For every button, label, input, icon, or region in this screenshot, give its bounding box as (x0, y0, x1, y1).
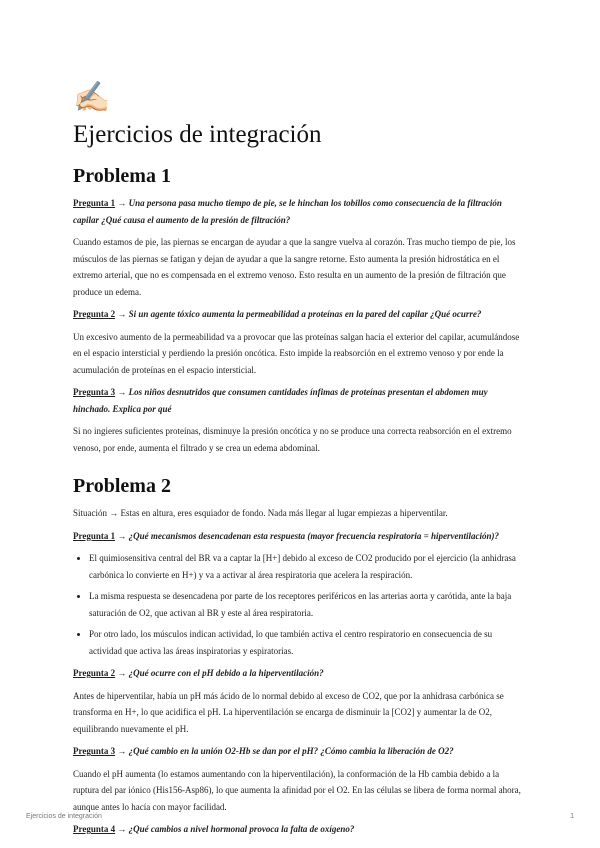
arrow: → (115, 668, 129, 678)
page-number: 1 (570, 813, 574, 820)
list-item: • La misma respuesta se desencadena por parte de los receptores periféricos en las arterias aorta y carótida, ante la baja saturación de O2, que activan al BR y este al área respiratoria. (89, 588, 525, 621)
footer-title: Ejercicios de integración (26, 813, 102, 820)
problem-1-answer-3: Si no ingieres suficientes proteínas, disminuye la presión oncótica y no se produce una correcta reabsorción en el extremo venoso, por ende, aumenta el filtrado y se crea un edema abdominal. (73, 426, 512, 453)
problem-1-question-1 (73, 195, 525, 228)
question-label: Pregunta 1 (73, 198, 116, 208)
question-text: ¿Qué mecanismos desencadenan esta respuesta (mayor frecuencia respiratoria = hiperventilación)? (128, 530, 499, 541)
question-text: Los niños desnutridos que consumen cantidades ínfimas de proteínas presentan el abdomen muy hinchado. Explica por qué (73, 387, 488, 414)
question-label: Pregunta 3 (73, 387, 116, 397)
problem-2-heading: Problema 2 (73, 475, 171, 497)
problem-2-mechanism-list (73, 550, 525, 659)
writing-hand-icon: ✍🏻 (73, 81, 111, 114)
problem-2-question-1 (73, 528, 525, 545)
question-text: ¿Qué cambio en la unión O2-Hb se dan por el pH? ¿Cómo cambia la liberación de O2? (128, 746, 454, 756)
problem-2-situation: Situación → Estas en altura, eres esquiador de fondo. Nada más llegar al lugar empiezas a hiperventilar. (73, 508, 448, 518)
problem-1-question-2 (73, 306, 525, 323)
problem-2-answer-2: Antes de hiperventilar, había un pH más ácido de lo normal debido al exceso de CO2, que por la anhidrasa carbónica se transforma en H+, lo que acidifica el pH. La hiperventilación se encarga de disminuir la [CO2] y aumentar la de O2, equilibrando nuevamente el pH. (73, 690, 504, 734)
page-title: Ejercicios de integración (73, 121, 322, 148)
problem-2-answer-3: Cuando el pH aumenta (lo estamos aumentando con la hiperventilación), la conformación de la Hb cambia debido a la ruptura del par iónico (His156-Asp86), lo que aumenta la afinidad por el O2. En las células se libera de forma normal ahora, aunque antes lo hacía con mayor facilidad. (73, 768, 521, 812)
question-text: ¿Qué ocurre con el pH debido a la hiperventilación? (128, 668, 324, 678)
arrow: → (115, 824, 129, 834)
document-page (73, 80, 525, 844)
question-label: Pregunta 3 (73, 746, 116, 756)
arrow: → (115, 309, 129, 319)
question-label: Pregunta 1 (73, 530, 116, 541)
question-text: Si un agente tóxico aumenta la permeabilidad a proteínas en la pared del capilar ¿Qué ocurre? (128, 309, 482, 319)
question-label: Pregunta 2 (73, 309, 116, 319)
problem-2-question-2 (73, 665, 525, 682)
question-text: ¿Qué cambios a nivel hormonal provoca la falta de oxígeno? (128, 824, 355, 834)
problem-2-question-4 (73, 821, 525, 838)
page-footer (26, 813, 574, 820)
arrow: → (115, 746, 129, 756)
problem-1-question-3 (73, 384, 525, 417)
question-label: Pregunta 2 (73, 668, 116, 678)
list-item: • El quimiosensitiva central del BR va a captar la [H+] debido al exceso de CO2 producido por el ejercicio (la anhidrasa carbónica lo convierte en H+) y va a activar al área respiratoria que acelera la respiración. (89, 550, 525, 583)
problem-1-answer-2: Un excesivo aumento de la permeabilidad va a provocar que las proteínas salgan hacia el exterior del capilar, acumulándose en el espacio intersticial y perdiendo la presión oncótica. Esto impide la reabsorción en el extremo venoso y por ende la acumulación de proteínas en el espacio intersticial. (73, 331, 520, 375)
arrow: → (115, 198, 129, 208)
problem-2-question-3 (73, 743, 525, 760)
question-label: Pregunta 4 (73, 824, 116, 834)
arrow: → (115, 387, 129, 397)
arrow: → (115, 530, 129, 541)
problem-1-heading: Problema 1 (73, 165, 171, 187)
list-item: • Por otro lado, los músculos indican actividad, lo que también activa el centro respiratorio en consecuencia de su actividad que activa las áreas inspiratorias y espiratorias. (89, 626, 525, 659)
question-text: Una persona pasa mucho tiempo de pie, se le hinchan los tobillos como consecuencia de la filtración capilar ¿Qué causa el aumento de la presión de filtración? (73, 198, 502, 225)
problem-1-answer-1: Cuando estamos de pie, las piernas se encargan de ayudar a que la sangre vuelva al corazón. Tras mucho tiempo de pie, los músculos de las piernas se fatigan y dejan de ayudar a que la sangre retorne. Esto aumenta la presión hidrostática en el extremo arterial, que no es compensada en el extremo venoso. Esto resulta en un aumento de la presión de filtración que produce un edema. (73, 237, 516, 297)
